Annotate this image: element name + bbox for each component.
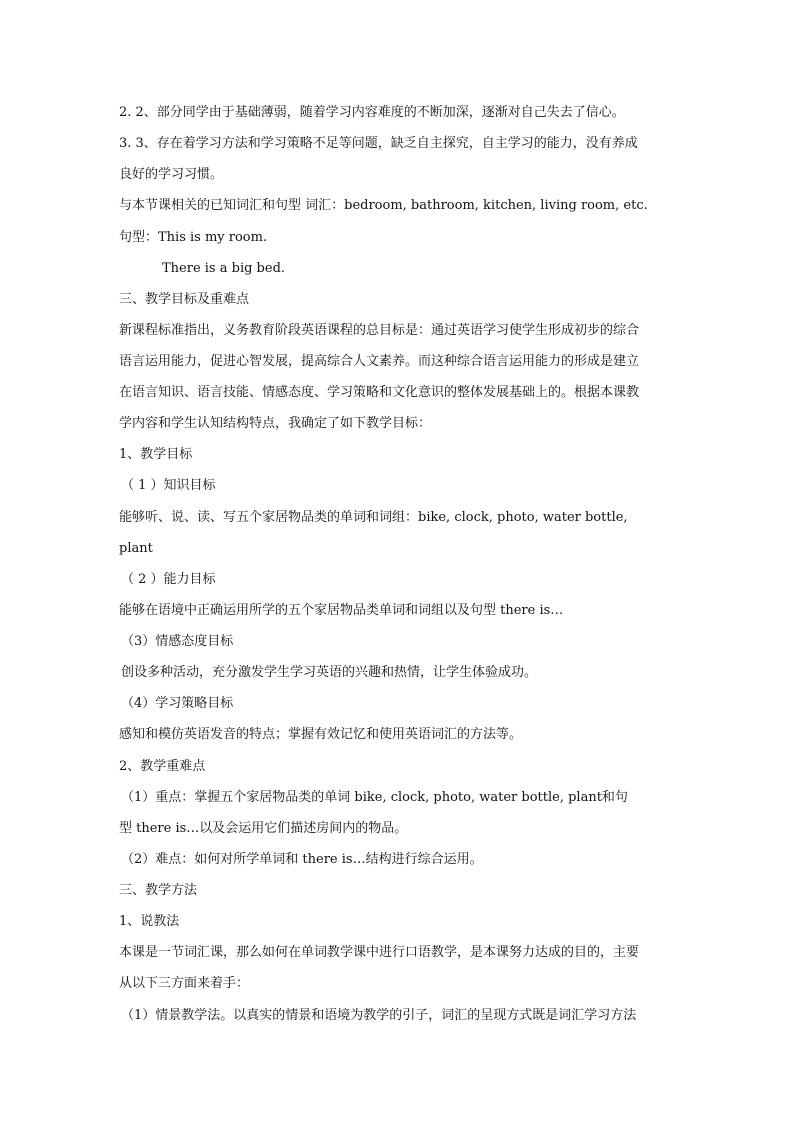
text-line: （2）难点：如何对所学单词和 there is…结构进行综合运用。	[121, 852, 483, 867]
subsection-heading: 2、教学重难点	[119, 759, 206, 774]
text-line: 句型：This is my room.	[119, 230, 268, 245]
section-heading: 三、教学目标及重难点	[119, 292, 250, 307]
text-line: 型 there is…以及会运用它们描述房间内的物品。	[119, 821, 408, 836]
text-line: （1）重点：掌握五个家居物品类的单词 bike, clock, photo, water bottle, plant和句	[121, 790, 628, 805]
text-line: There is a big bed.	[162, 261, 286, 276]
section-heading: 三、教学方法	[119, 883, 198, 898]
text-line: 在语言知识、语言技能、情感态度、学习策略和文化意识的整体发展基础上的。根据本课教	[119, 385, 640, 400]
text-line: （1）情景教学法。以真实的情景和语境为教学的引子，词汇的呈现方式既是词汇学习方法	[121, 1008, 637, 1023]
text-line: 良好的学习习惯。	[119, 167, 224, 182]
text-line: 本课是一节词汇课，那么如何在单词教学课中进行口语教学，是本课努力达成的目的，主要	[119, 945, 640, 960]
text-line: 与本节课相关的已知词汇和句型 词汇：bedroom, bathroom, kitchen, living room, etc.	[119, 198, 648, 213]
subsection-heading: （4）学习策略目标	[121, 696, 234, 711]
text-line: plant	[119, 541, 153, 556]
text-line: 能够听、说、读、写五个家居物品类的单词和词组：bike, clock, photo, water bottle,	[119, 510, 628, 525]
subsection-heading: 1、教学目标	[119, 447, 193, 462]
text-line: 语言运用能力，促进心智发展，提高综合人文素养。而这种综合语言运用能力的形成是建立	[119, 354, 640, 369]
text-line: 学内容和学生认知结构特点，我确定了如下教学目标：	[119, 416, 432, 431]
text-line: 新课程标准指出，义务教育阶段英语课程的总目标是：通过英语学习使学生形成初步的综合	[119, 323, 640, 338]
subsection-heading: （3）情感态度目标	[121, 634, 234, 649]
text-line: 能够在语境中正确运用所学的五个家居物品类单词和词组以及句型 there is…	[119, 603, 564, 618]
text-line: 创设多种活动，充分激发学生学习英语的兴趣和热情，让学生体验成功。	[121, 665, 538, 680]
text-line: 2. 2、部分同学由于基础薄弱，随着学习内容难度的不断加深，逐渐对自己失去了信心。	[119, 105, 625, 120]
subsection-heading: 1、说教法	[119, 914, 180, 929]
text-line: 3. 3、存在着学习方法和学习策略不足等问题，缺乏自主探究，自主学习的能力，没有养成	[119, 136, 638, 151]
subsection-heading: （ 2 ）能力目标	[121, 572, 216, 587]
text-line: 从以下三方面来着手：	[119, 976, 250, 991]
text-line: 感知和模仿英语发音的特点；掌握有效记忆和使用英语词汇的方法等。	[119, 727, 523, 742]
subsection-heading: （ 1 ）知识目标	[121, 478, 216, 493]
